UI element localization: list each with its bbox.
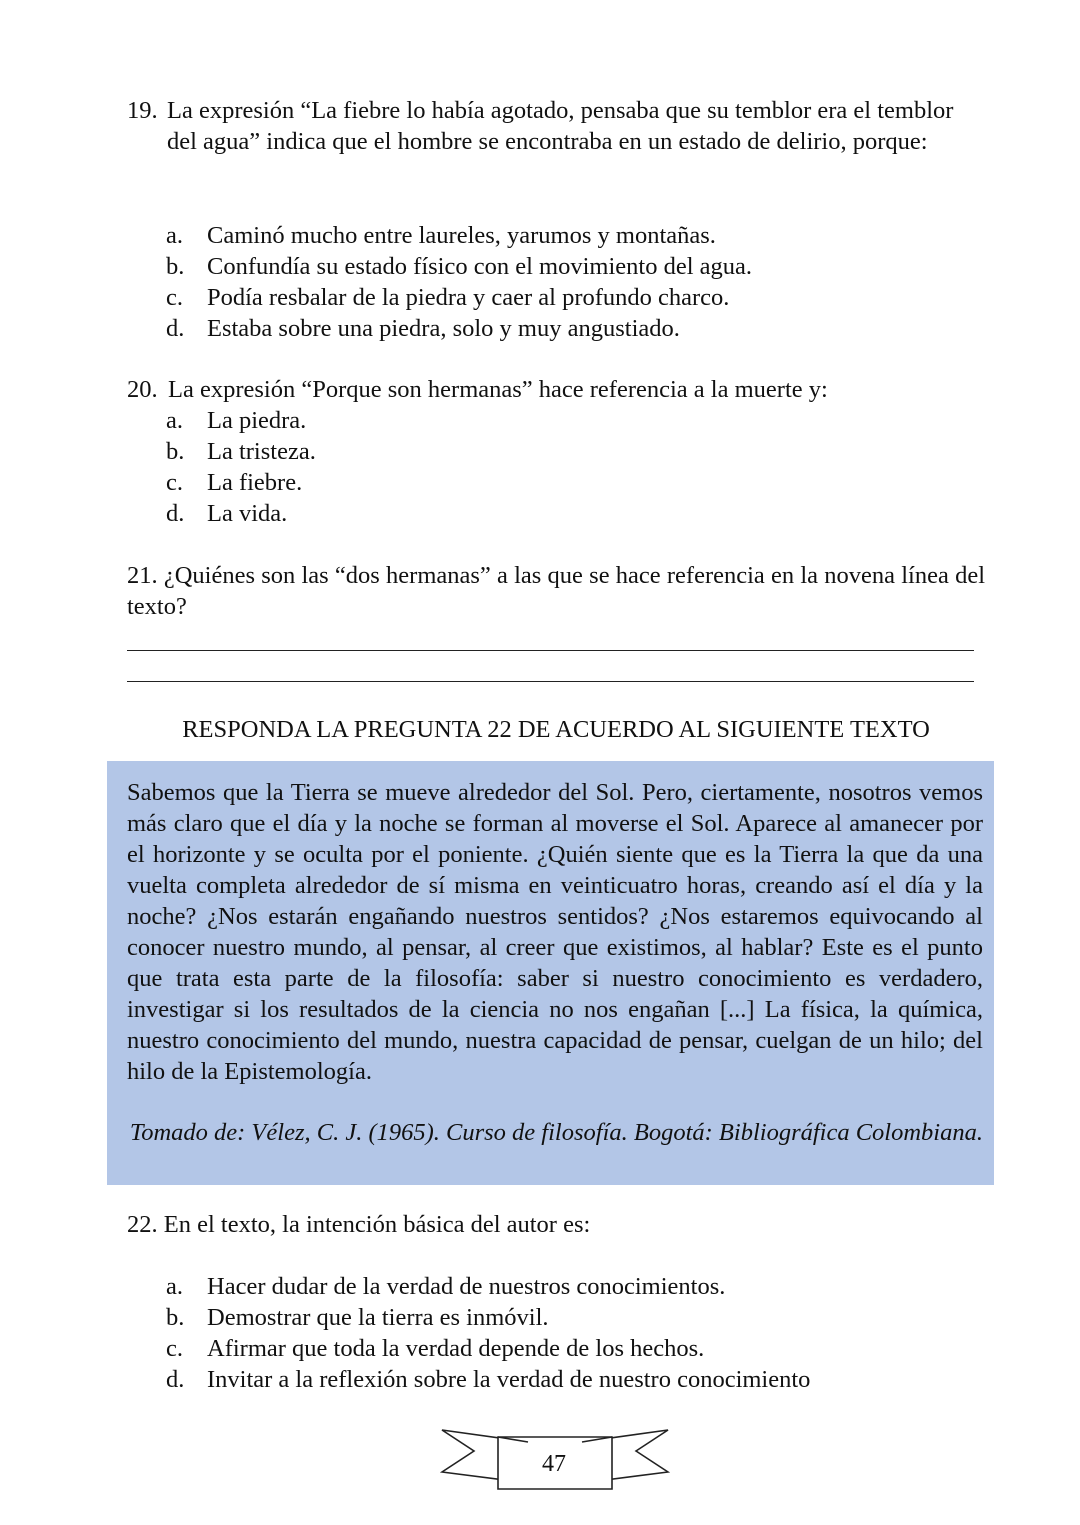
option-text: Podía resbalar de la piedra y caer al profundo charco. (207, 284, 730, 311)
question-20-option-b[interactable] (166, 436, 986, 467)
question-20-options (166, 405, 986, 529)
option-letter: c. (166, 469, 183, 496)
question-19-option-a[interactable] (166, 220, 986, 251)
option-text: Caminó mucho entre laureles, yarumos y montañas. (207, 222, 716, 249)
option-letter: d. (166, 1366, 185, 1393)
option-text: La piedra. (207, 407, 307, 434)
option-text: La vida. (207, 500, 288, 527)
option-text: Afirmar que toda la verdad depende de los hechos. (207, 1335, 705, 1362)
option-text: Estaba sobre una piedra, solo y muy angustiado. (207, 315, 680, 342)
page-number: 47 (542, 1451, 566, 1477)
question-22-options (166, 1271, 986, 1395)
question-19-stem (127, 95, 985, 157)
option-letter: d. (166, 500, 185, 527)
question-19-option-b[interactable] (166, 251, 986, 282)
answer-line-2[interactable] (127, 681, 974, 682)
option-text: Confundía su estado físico con el movimiento del agua. (207, 253, 753, 280)
passage-citation: Tomado de: Vélez, C. J. (1965). Curso de filosofía. Bogotá: Bibliográfica Colombiana. (129, 1119, 983, 1146)
option-text: Invitar a la reflexión sobre la verdad de nuestro conocimiento (207, 1366, 811, 1393)
answer-line-1[interactable] (127, 650, 974, 651)
question-19-options (166, 220, 986, 344)
option-letter: a. (166, 1273, 183, 1300)
option-letter: a. (166, 407, 183, 434)
question-20-stem (127, 374, 985, 405)
question-22-option-d[interactable] (166, 1364, 986, 1395)
question-20-number: 20. (127, 376, 158, 403)
section-heading: RESPONDA LA PREGUNTA 22 DE ACUERDO AL SIGUIENTE TEXTO (182, 716, 930, 743)
question-22-option-c[interactable] (166, 1333, 986, 1364)
option-text: La fiebre. (207, 469, 303, 496)
question-22-option-b[interactable] (166, 1302, 986, 1333)
option-text: Demostrar que la tierra es inmóvil. (207, 1304, 549, 1331)
question-21: 21. ¿Quiénes son las “dos hermanas” a las que se hace referencia en la novena línea del texto? (127, 562, 985, 620)
option-text: La tristeza. (207, 438, 316, 465)
question-19 (127, 95, 985, 157)
option-letter: b. (166, 1304, 185, 1331)
option-text: Hacer dudar de la verdad de nuestros conocimientos. (207, 1273, 726, 1300)
question-22: 22. En el texto, la intención básica del autor es: (127, 1211, 591, 1238)
option-letter: d. (166, 315, 185, 342)
option-letter: b. (166, 438, 185, 465)
question-19-option-c[interactable] (166, 282, 986, 313)
option-letter: c. (166, 284, 183, 311)
question-20-option-c[interactable] (166, 467, 986, 498)
question-19-text: La expresión “La fiebre lo había agotado, pensaba que su temblor era el temblor del agua” indica que el hombre se encontraba en un estado de delirio, porque: (167, 97, 954, 155)
question-20-option-d[interactable] (166, 498, 986, 529)
question-19-number: 19. (127, 97, 158, 124)
question-20-option-a[interactable] (166, 405, 986, 436)
option-letter: b. (166, 253, 185, 280)
question-20 (127, 374, 985, 405)
question-22-option-a[interactable] (166, 1271, 986, 1302)
option-letter: a. (166, 222, 183, 249)
passage-text: Sabemos que la Tierra se mueve alrededor del Sol. Pero, ciertamente, nosotros vemos más claro que el día y la noche se forman al moverse el Sol. Aparece al amanecer por el horizonte y se oculta por el poniente. ¿Quién siente que es la Tierra la que da una vuelta completa alrededor de sí misma en veinticuatro horas, creando así el día y la noche? ¿Nos estarán engañando nuestros sentidos? ¿Nos estaremos equivocando al conocer nuestro mundo, al pensar, al creer que existimos, al hablar? Este es el punto que trata esta parte de la filosofía: saber si nuestro conocimiento es verdadero, investigar si los resultados de la ciencia no nos engañan [...] La física, la química, nuestro conocimiento del mundo, nuestra capacidad de pensar, cuelgan de un hilo; del hilo de la Epistemología. (127, 779, 983, 1085)
option-letter: c. (166, 1335, 183, 1362)
reading-passage-box (107, 761, 994, 1185)
question-20-text: La expresión “Porque son hermanas” hace referencia a la muerte y: (168, 376, 828, 403)
question-19-option-d[interactable] (166, 313, 986, 344)
